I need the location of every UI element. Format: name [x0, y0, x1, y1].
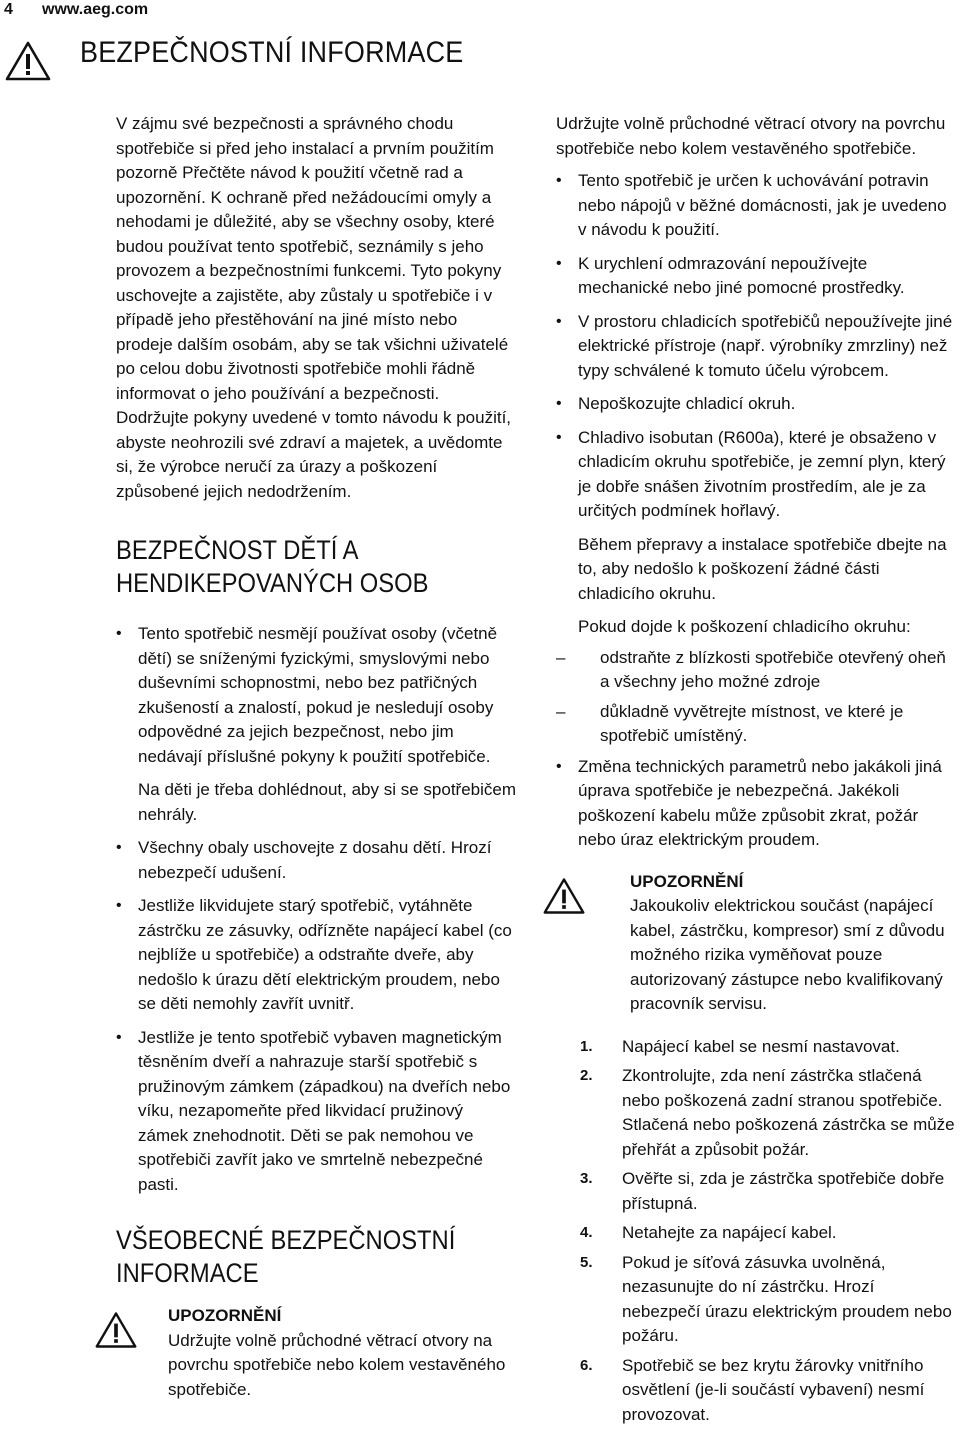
list-item: • Tento spotřebič nesmějí používat osoby (včetně dětí) se sníženými fyzickými, smyslovými nebo duševními schopnostmi, nebo bez patřičných zkušeností a znalostí, pokud je nesledují osoby odpovědné za jejich bezpečnost, nebo jim nedávají příslušné pokyny k použití spotřebiče.	[116, 622, 516, 769]
numbered-item: 1. Napájecí kabel se nesmí nastavovat.	[580, 1036, 900, 1056]
list-item-note: Během přepravy a instalace spotřebiče dbejte na to, aby nedošlo k poškození žádné části chladicího okruhu.	[578, 534, 947, 603]
numbered-list	[580, 1035, 956, 1428]
dash-item: – odstraňte z blízkosti spotřebiče otevřený oheň a všechny jeho možné zdroje	[556, 646, 956, 695]
page-title: BEZPEČNOSTNÍ INFORMACE	[80, 36, 464, 69]
list-item-note: Na děti je třeba dohlédnout, aby si se spotřebičem nehrály.	[138, 780, 517, 824]
list-item: • Jestliže likvidujete starý spotřebič, vytáhněte zástrčku ze zásuvky, odřízněte napájecí kabel (co nejblíže u spotřebiče) a odstraňte dveře, aby nedošlo k úrazu dětí elektrickým proudem, nebo se děti nemohly zavřít uvnitř.	[116, 894, 516, 1017]
intro-paragraph-2: Dodržujte pokyny uvedené v tomto návodu k použití, abyste neohrozili své zdraví a majetek, a uvědomte si, že výrobce neručí za úrazy a poškození způsobené jejich nedodržením.	[116, 408, 512, 501]
dash-item: – důkladně vyvětrejte místnost, ve které je spotřebič umístěný.	[556, 700, 956, 749]
right-bullet-list-2	[556, 755, 956, 853]
children-bullet-list	[116, 622, 516, 1197]
numbered-item: 4. Netahejte za napájecí kabel.	[580, 1223, 837, 1242]
right-bullet-list	[556, 169, 956, 640]
warning-title: UPOZORNĚNÍ	[168, 1306, 282, 1325]
warning-box	[556, 870, 956, 1017]
list-item: • Změna technických parametrů nebo jakákoli jiná úprava spotřebiče je nebezpečná. Jakékoli poškození kabelu může způsobit zkrat, požár nebo úraz elektrickým proudem.	[556, 755, 956, 853]
site-url: www.aeg.com	[42, 1, 149, 18]
children-section-title: BEZPEČNOST DĚTÍ A HENDIKEPOVANÝCH OSOB	[116, 535, 429, 598]
right-column	[556, 112, 956, 1432]
list-item: • Nepoškozujte chladicí okruh.	[556, 392, 956, 417]
left-column	[116, 112, 516, 1402]
warning-icon	[542, 876, 586, 916]
warning-icon	[4, 40, 52, 82]
warning-box	[94, 1304, 516, 1402]
general-section-title: VŠEOBECNÉ BEZPEČNOSTNÍ INFORMACE	[116, 1225, 456, 1288]
list-item: • K urychlení odmrazování nepoužívejte mechanické nebo jiné pomocné prostředky.	[556, 252, 956, 301]
warning-text: Udržujte volně průchodné větrací otvory na povrchu spotřebiče nebo kolem vestavěného spotřebiče.	[168, 1330, 506, 1399]
warning-text: Jakoukoliv elektrickou součást (napájecí kabel, zástrčku, kompresor) smí z důvodu možného rizika vyměňovat pouze autorizovaný zástupce nebo kvalifikovaný pracovník servisu.	[630, 896, 945, 1013]
right-intro: Udržujte volně průchodné větrací otvory na povrchu spotřebiče nebo kolem vestavěného spotřebiče.	[556, 114, 946, 158]
list-item: • V prostoru chladicích spotřebičů nepoužívejte jiné elektrické přístroje (např. výrobníky zmrzliny) než typy schválené k tomuto účelu výrobcem.	[556, 310, 956, 384]
numbered-item: 5. Pokud je síťová zásuvka uvolněná, nezasunujte do ní zástrčku. Hrozí nebezpečí úrazu elektrickým proudem nebo požáru.	[580, 1252, 952, 1345]
page-header	[0, 0, 960, 24]
page-number: 4	[4, 1, 13, 18]
warning-title: UPOZORNĚNÍ	[630, 871, 744, 891]
list-item-note: Pokud dojde k poškození chladicího okruhu:	[578, 617, 911, 636]
numbered-item: 3. Ověřte si, zda je zástrčka spotřebiče dobře přístupná.	[580, 1169, 945, 1213]
list-item: • Tento spotřebič je určen k uchovávání potravin nebo nápojů v běžné domácnosti, jak je uvedeno v návodu k použití.	[556, 169, 956, 243]
list-item: • Všechny obaly uschovejte z dosahu dětí. Hrozí nebezpečí udušení.	[116, 836, 516, 885]
numbered-item: 2. Zkontrolujte, zda není zástrčka stlačená nebo poškozená zadní stranou spotřebiče. Stlačená nebo poškozená zástrčka se může přehřát a způsobit požár.	[580, 1066, 955, 1159]
numbered-item: 6. Spotřebič se bez krytu žárovky vnitřního osvětlení (je-li součástí vybavení) nesmí provozovat.	[580, 1355, 925, 1424]
list-item: • Jestliže je tento spotřebič vybaven magnetickým těsněním dveří a nahrazuje starší spotřebič s pružinovým zámkem (západkou) na dveřích nebo víku, nezapomeňte před likvidací pružinový zámek znehodnotit. Děti se pak nemohou ve spotřebiči zavřít jako ve smrtelně nebezpečné pasti.	[116, 1026, 516, 1198]
dash-list	[556, 646, 956, 749]
intro-paragraph-1: V zájmu své bezpečnosti a správného chodu spotřebiče si před jeho instalací a prvním použitím pozorně Přečtěte návod k použití včetně rad a upozornění. K ochraně před nežádoucími omyly a nehodami je důležité, aby se všechny osoby, které budou používat tento spotřebič, seznámily s jeho provozem a bezpečnostními funkcemi. Tyto pokyny uschovejte a zajistěte, aby zůstaly u spotřebiče i v případě jeho přestěhování na jiné místo nebo prodeje dalším osobám, aby se tak všichni uživatelé po celou dobu životnosti spotřebiče mohli řádně informovat o jeho používání a bezpečnosti.	[116, 114, 509, 403]
warning-icon	[94, 1310, 138, 1350]
list-item: • Chladivo isobutan (R600a), které je obsaženo v chladicím okruhu spotřebiče, je zemní plyn, který je dobře snášen životním prostředím, ale je za určitých podmínek hořlavý.	[556, 426, 956, 524]
